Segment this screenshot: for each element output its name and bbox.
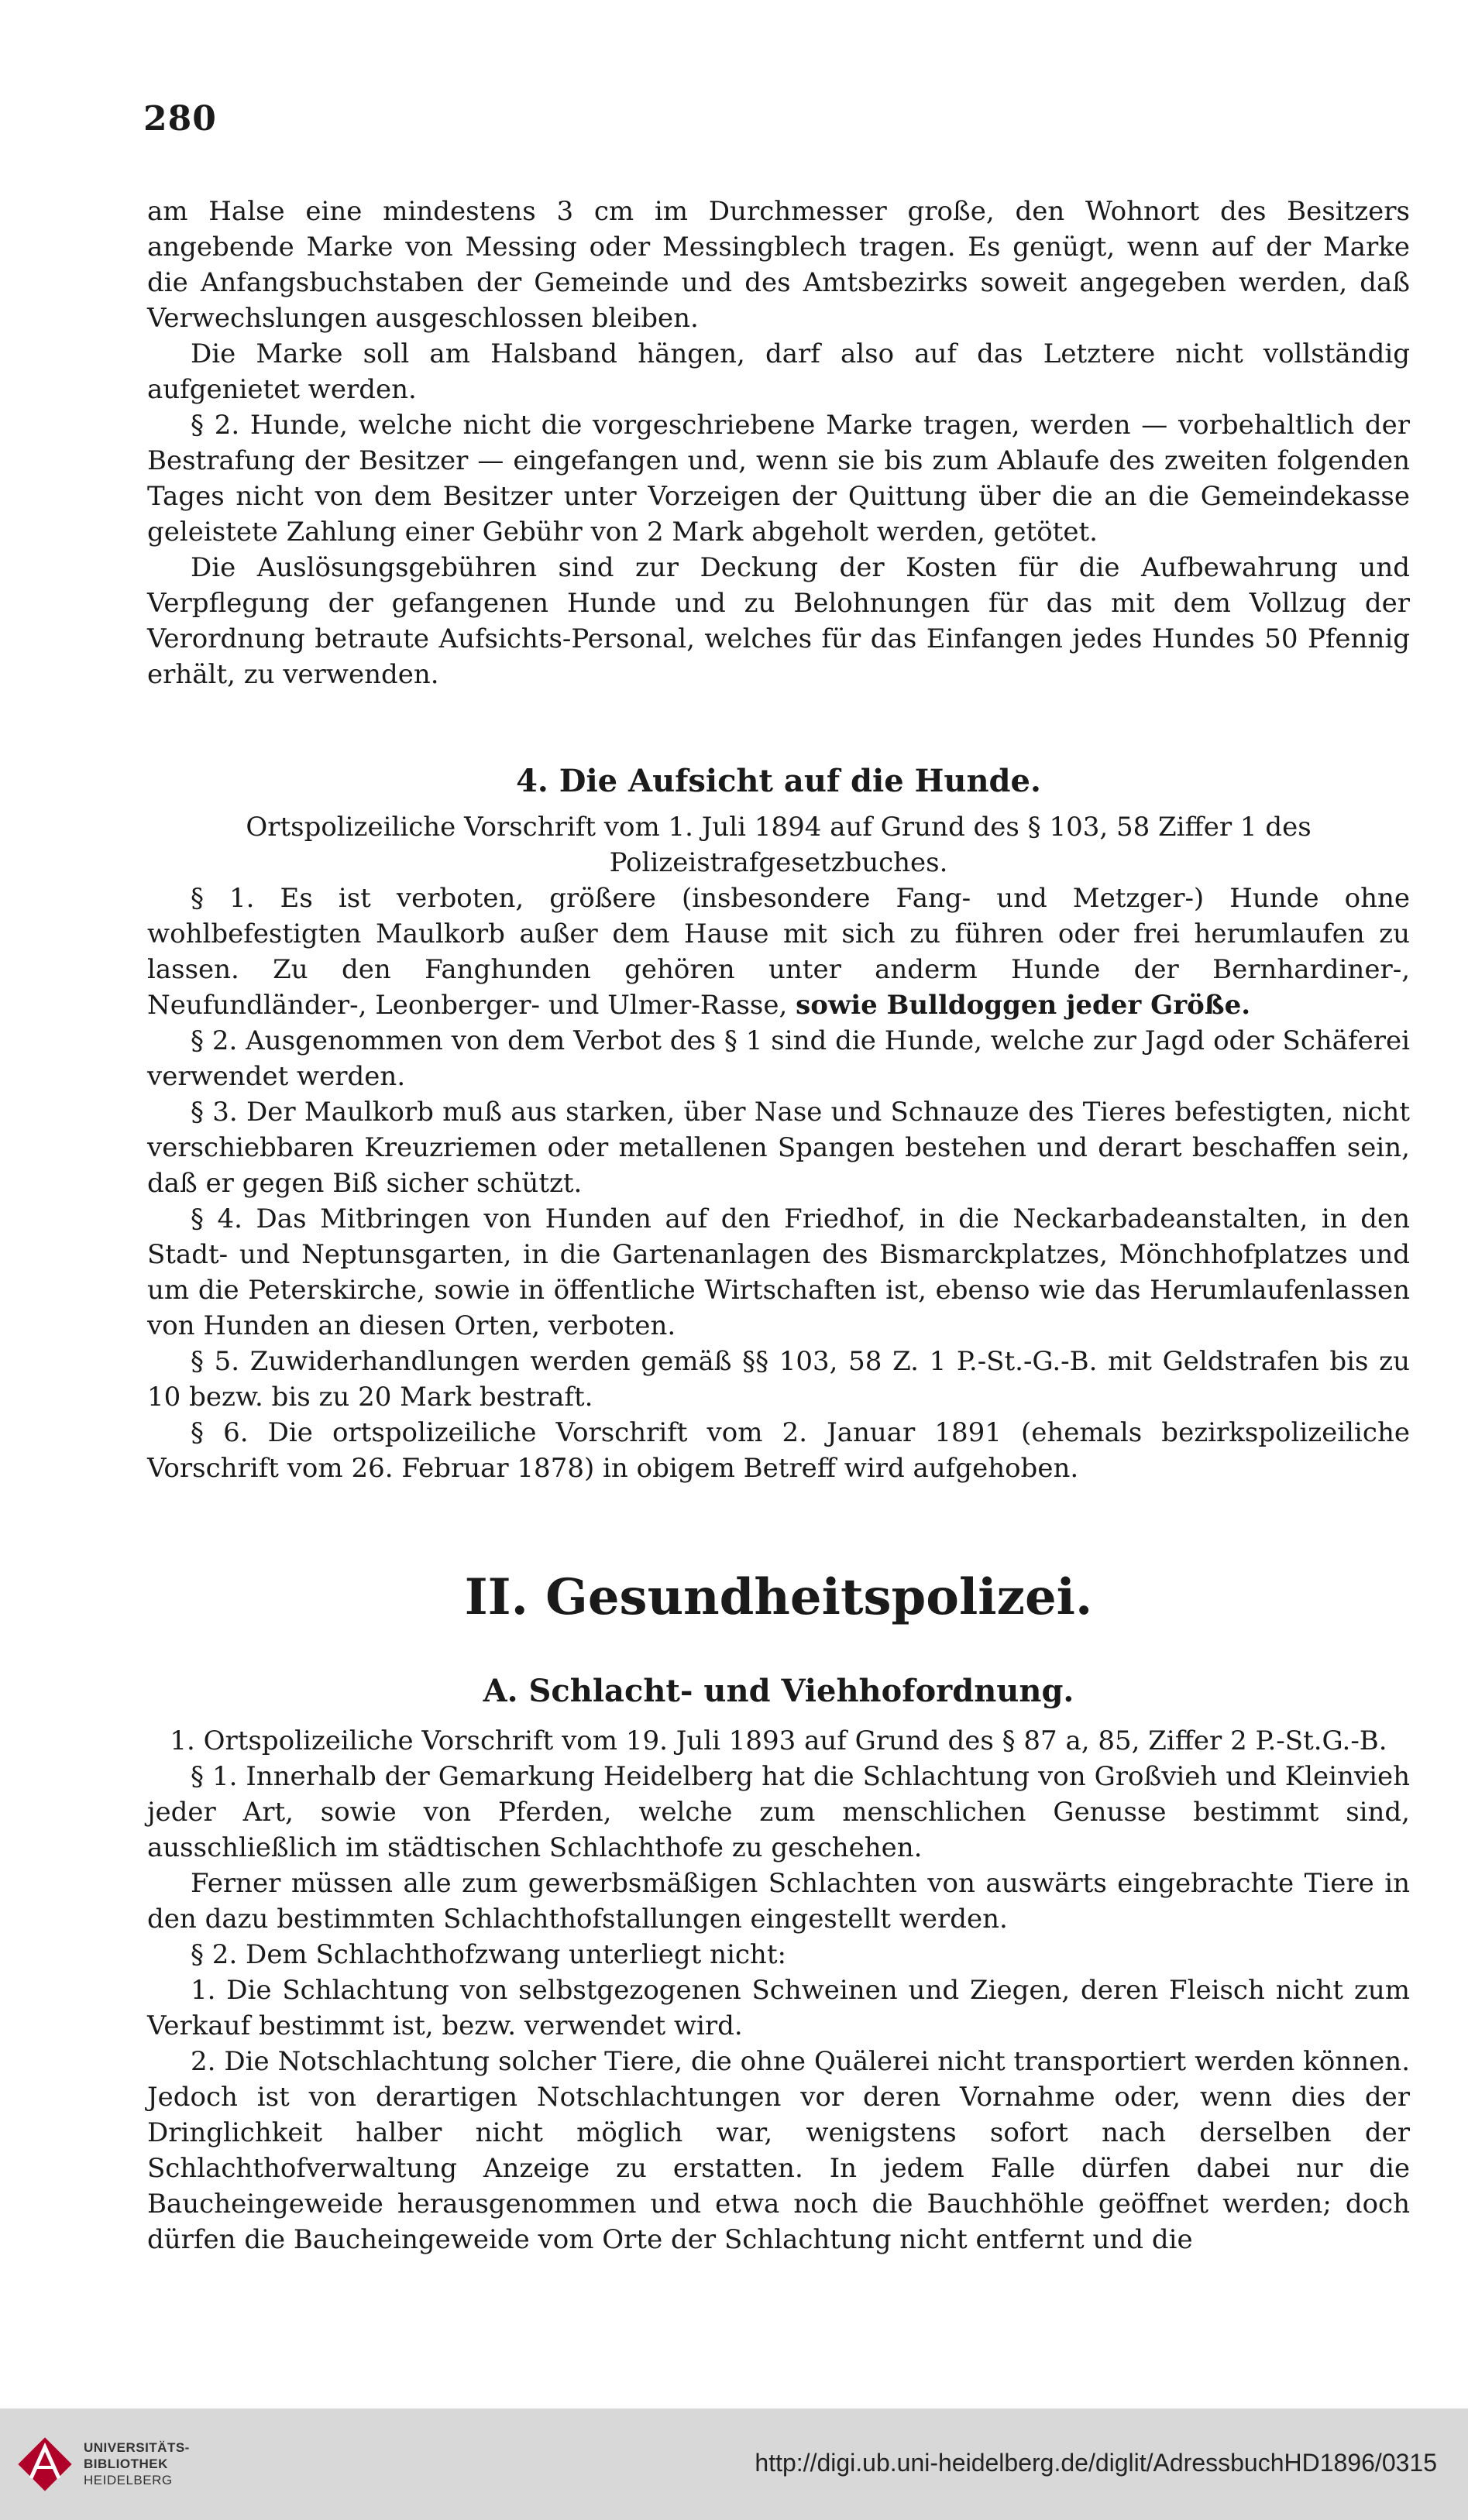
library-name-line: HEIDELBERG — [84, 2473, 173, 2487]
paragraph: § 1. Innerhalb der Gemarkung Heidelberg hat die Schlachtung von Großvieh und Kleinvieh jeder Art, sowie von Pferden, welche zum menschlichen Genusse bestimmt sind, ausschließlich im städtischen Schlachthofe zu geschehen. — [147, 1761, 1410, 1863]
paragraph: § 3. Der Maulkorb muß aus starken, über Nase und Schnauze des Tieres befestigten, nicht verschiebbaren Kreuzriemen oder metallenen Spangen bestehen und derart beschaffen sein, daß er gegen Biß sicher schützt. — [147, 1097, 1410, 1199]
regulation-subheading: 1. Ortspolizeiliche Vorschrift vom 19. Juli 1893 auf Grund des § 87 a, 85, Ziffer 2 P.-St.G.-B. — [170, 1725, 1387, 1756]
university-library-logo-icon — [14, 2433, 76, 2495]
paragraph: Ferner müssen alle zum gewerbsmäßigen Schlachten von auswärts eingebrachte Tiere in den dazu bestimmten Schlachthofstallungen eingestellt werden. — [147, 1868, 1410, 1935]
paragraph: 2. Die Notschlachtung solcher Tiere, die ohne Quälerei nicht transportiert werden können. Jedoch ist von derartigen Notschlachtungen vor deren Vornahme oder, wenn dies der Dringlichkeit halber nicht möglich war, wenigstens sofort nach derselben der Schlachthofverwaltung Anzeige zu erstatten. In jedem Falle dürfen dabei nur die Baucheingeweide herausgenommen und etwa noch die Bauchhöhle geöffnet werden; doch dürfen die Baucheingeweide vom Orte der Schlachtung nicht entfernt und die — [147, 2046, 1410, 2255]
page-number: 280 — [143, 99, 217, 139]
section-heading-dog-supervision: 4. Die Aufsicht auf die Hunde. — [516, 763, 1041, 799]
paragraph-text: § 1. Es ist verboten, größere (insbesondere Fang- und Metzger-) Hunde ohne wohlbefestigten Maulkorb außer dem Hause mit sich zu führen oder frei herumlaufen zu lassen. Zu den Fanghunden gehören unter anderm Hunde der Bernhardiner-, Neufundländer-, Leonberger- und Ulmer-Rasse, — [147, 883, 1410, 1021]
text-block-dog-tax — [147, 194, 1410, 692]
emphasized-text: sowie Bulldoggen jeder Größe. — [796, 990, 1251, 1021]
paragraph: § 6. Die ortspolizeiliche Vorschrift vom 2. Januar 1891 (ehemals bezirkspolizeiliche Vorschrift vom 26. Februar 1878) in obigem Betreff wird aufgehoben. — [147, 1417, 1410, 1484]
library-name — [84, 2439, 190, 2488]
text-block-dog-supervision — [147, 809, 1410, 1486]
paragraph: 1. Die Schlachtung von selbstgezogenen Schweinen und Ziegen, deren Fleisch nicht zum Verkauf bestimmt ist, bezw. verwendet wird. — [147, 1975, 1410, 2041]
paragraph: § 2. Ausgenommen von dem Verbot des § 1 sind die Hunde, welche zur Jagd oder Schäferei verwendet werden. — [147, 1025, 1410, 1092]
paragraph: § 2. Hunde, welche nicht die vorgeschriebene Marke tragen, werden — vorbehaltlich der Bestrafung der Besitzer — eingefangen und, wenn sie bis zum Ablaufe des zweiten folgenden Tages nicht von dem Besitzer unter Vorzeigen der Quittung über die an die Gemeindekasse geleistete Zahlung einer Gebühr von 2 Mark abgeholt werden, getötet. — [147, 410, 1410, 548]
library-name-line: UNIVERSITÄTS- — [84, 2440, 190, 2455]
text-block-slaughterhouse — [147, 1723, 1410, 2257]
permalink-url[interactable]: http://digi.ub.uni-heidelberg.de/diglit/AdressbuchHD1896/0315 — [755, 2449, 1437, 2477]
section-heading-slaughterhouse: A. Schlacht- und Viehhofordnung. — [483, 1673, 1074, 1709]
paragraph: Die Auslösungsgebühren sind zur Deckung der Kosten für die Aufbewahrung und Verpflegung der gefangenen Hunde und zu Belohnungen für das mit dem Vollzug der Verordnung betraute Aufsichts-Personal, welches für das Einfangen jedes Hundes 50 Pfennig erhält, zu verwenden. — [147, 552, 1410, 690]
chapter-heading-health-police: II. Gesundheitspolizei. — [464, 1568, 1093, 1626]
regulation-subheading: Ortspolizeiliche Vorschrift vom 1. Juli 1894 auf Grund des § 103, 58 Ziffer 1 des Polizeistrafgesetzbuches. — [246, 812, 1312, 878]
paragraph: am Halse eine mindestens 3 cm im Durchmesser große, den Wohnort des Besitzers angebende Marke von Messing oder Messingblech tragen. Es genügt, wenn auf der Marke die Anfangsbuchstaben der Gemeinde und des Amtsbezirks soweit angegeben werden, daß Verwechslungen ausgeschlossen bleiben. — [147, 196, 1410, 334]
paragraph: Die Marke soll am Halsband hängen, darf also auf das Letztere nicht vollständig aufgenietet werden. — [147, 338, 1410, 405]
paragraph: § 5. Zuwiderhandlungen werden gemäß §§ 103, 58 Z. 1 P.-St.-G.-B. mit Geldstrafen bis zu 10 bezw. bis zu 20 Mark bestraft. — [147, 1346, 1410, 1413]
paragraph: § 2. Dem Schlachthofzwang unterliegt nicht: — [191, 1939, 786, 1970]
paragraph: § 4. Das Mitbringen von Hunden auf den Friedhof, in die Neckarbadeanstalten, in den Stadt- und Neptunsgarten, in die Gartenanlagen des Bismarckplatzes, Mönchhofplatzes und um die Peterskirche, sowie in öffentliche Wirtschaften ist, ebenso wie das Herumlaufenlassen von Hunden an diesen Orten, verboten. — [147, 1203, 1410, 1341]
paragraph — [147, 881, 1410, 1023]
library-name-line: BIBLIOTHEK — [84, 2456, 168, 2471]
footer-bar — [0, 2408, 1468, 2520]
